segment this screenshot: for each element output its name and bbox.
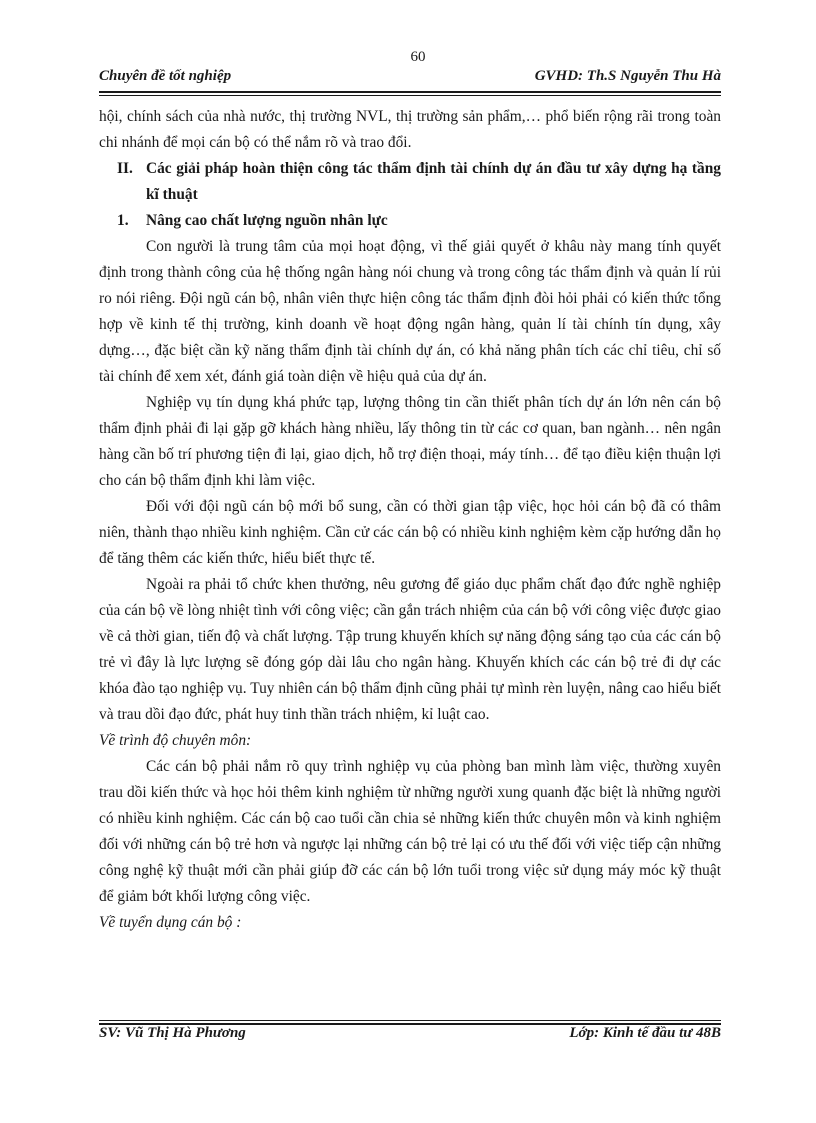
section-title: Các giải pháp hoàn thiện công tác thẩm định tài chính dự án đầu tư xây dựng hạ tầng kĩ thuật [146,160,721,203]
subsection-heading [99,208,721,234]
footer-rule-thin [99,1020,721,1021]
paragraph-credit-operations: Nghiệp vụ tín dụng khá phức tạp, lượng thông tin cần thiết phân tích dự án lớn nên cán bộ thẩm định phải đi lại gặp gỡ khách hàng nhiều, lấy thông tin từ các cơ quan, ban ngành… nên ngân hàng cần bố trí phương tiện đi lại, giao dịch, hỗ trợ điện thoại, máy tính… để tạo điều kiện thuận lợi cho cán bộ thẩm định khi làm việc. [99,394,721,489]
header-rule-thin [99,95,721,96]
footer-student: SV: Vũ Thị Hà Phương [99,1025,246,1041]
footer-class: Lớp: Kinh tế đầu tư 48B [569,1025,721,1041]
header-supervisor: GVHD: Th.S Nguyễn Thu Hà [534,68,721,84]
page-footer [99,1025,721,1047]
document-body [99,104,721,936]
page-header [99,68,721,88]
subsection-number: 1. [117,212,129,229]
header-rule-thick [99,91,721,93]
paragraph-new-staff: Đối với đội ngũ cán bộ mới bổ sung, cần có thời gian tập việc, học hỏi cán bộ đã có thâm niên, thành thạo nhiều kinh nghiệm. Cần cử các cán bộ có nhiều kinh nghiệm kèm cặp hướng dẫn họ để tăng thêm các kiến thức, hiểu biết thực tế. [99,498,721,567]
label-recruitment: Về tuyển dụng cán bộ : [99,914,242,931]
paragraph-professional-level: Các cán bộ phải nắm rõ quy trình nghiệp vụ của phòng ban mình làm việc, thường xuyên trau dồi kiến thức và học hỏi thêm kinh nghiệm từ những người xung quanh đặc biệt là những người có nhiều kinh nghiệm. Các cán bộ cao tuổi cần chia sẻ những kiến thức chuyên môn và kinh nghiệm đối với những cán bộ trẻ hơn và ngược lại những cán bộ trẻ lại có ưu thế đối với việc tiếp cận những công nghệ kỹ thuật mới cần phải giúp đỡ các cán bộ lớn tuổi trong việc sử dụng máy móc kỹ thuật để giảm bớt khối lượng công việc. [99,758,721,905]
paragraph-continued: hội, chính sách của nhà nước, thị trường NVL, thị trường sản phẩm,… phổ biến rộng rãi trong toàn chi nhánh để mọi cán bộ có thể nắm rõ và trao đổi. [99,108,721,151]
label-professional-level: Về trình độ chuyên môn: [99,732,252,749]
header-course-title: Chuyên đề tốt nghiệp [99,68,232,84]
paragraph-human-resources: Con người là trung tâm của mọi hoạt động, vì thế giải quyết ở khâu này mang tính quyết định trong thành công của hệ thống ngân hàng nói chung và trong công tác thẩm định và quản lí rủi ro nói riêng. Đội ngũ cán bộ, nhân viên thực hiện công tác thẩm định đòi hỏi phải có kiến thức tổng hợp về kinh tế thị trường, kinh doanh về hoạt động ngân hàng, quản lí tài chính tín dụng, xây dựng…, đặc biệt cần kỹ năng thẩm định tài chính dự án, có khả năng phân tích các chỉ tiêu, chỉ số tài chính để xem xét, đánh giá toàn diện về hiệu quả của dự án. [99,238,721,385]
paragraph-rewards: Ngoài ra phải tổ chức khen thưởng, nêu gương để giáo dục phẩm chất đạo đức nghề nghiệp của cán bộ về lòng nhiệt tình với công việc; cần gắn trách nhiệm của cán bộ với công việc được giao về cả thời gian, tiến độ và chất lượng. Tập trung khuyến khích sự năng động sáng tạo của các cán bộ trẻ vì đây là lực lượng sẽ đóng góp dài lâu cho ngân hàng. Khuyến khích các cán bộ trẻ đi dự các khóa đào tạo nghiệp vụ. Tuy nhiên cán bộ thẩm định cũng phải tự mình rèn luyện, nâng cao hiểu biết và trau dồi đạo đức, phát huy tinh thần trách nhiệm, kỉ luật cao. [99,576,721,723]
section-number: II. [117,160,133,177]
subsection-title: Nâng cao chất lượng nguồn nhân lực [146,212,388,229]
page-number: 60 [410,49,426,65]
section-heading [99,156,721,208]
